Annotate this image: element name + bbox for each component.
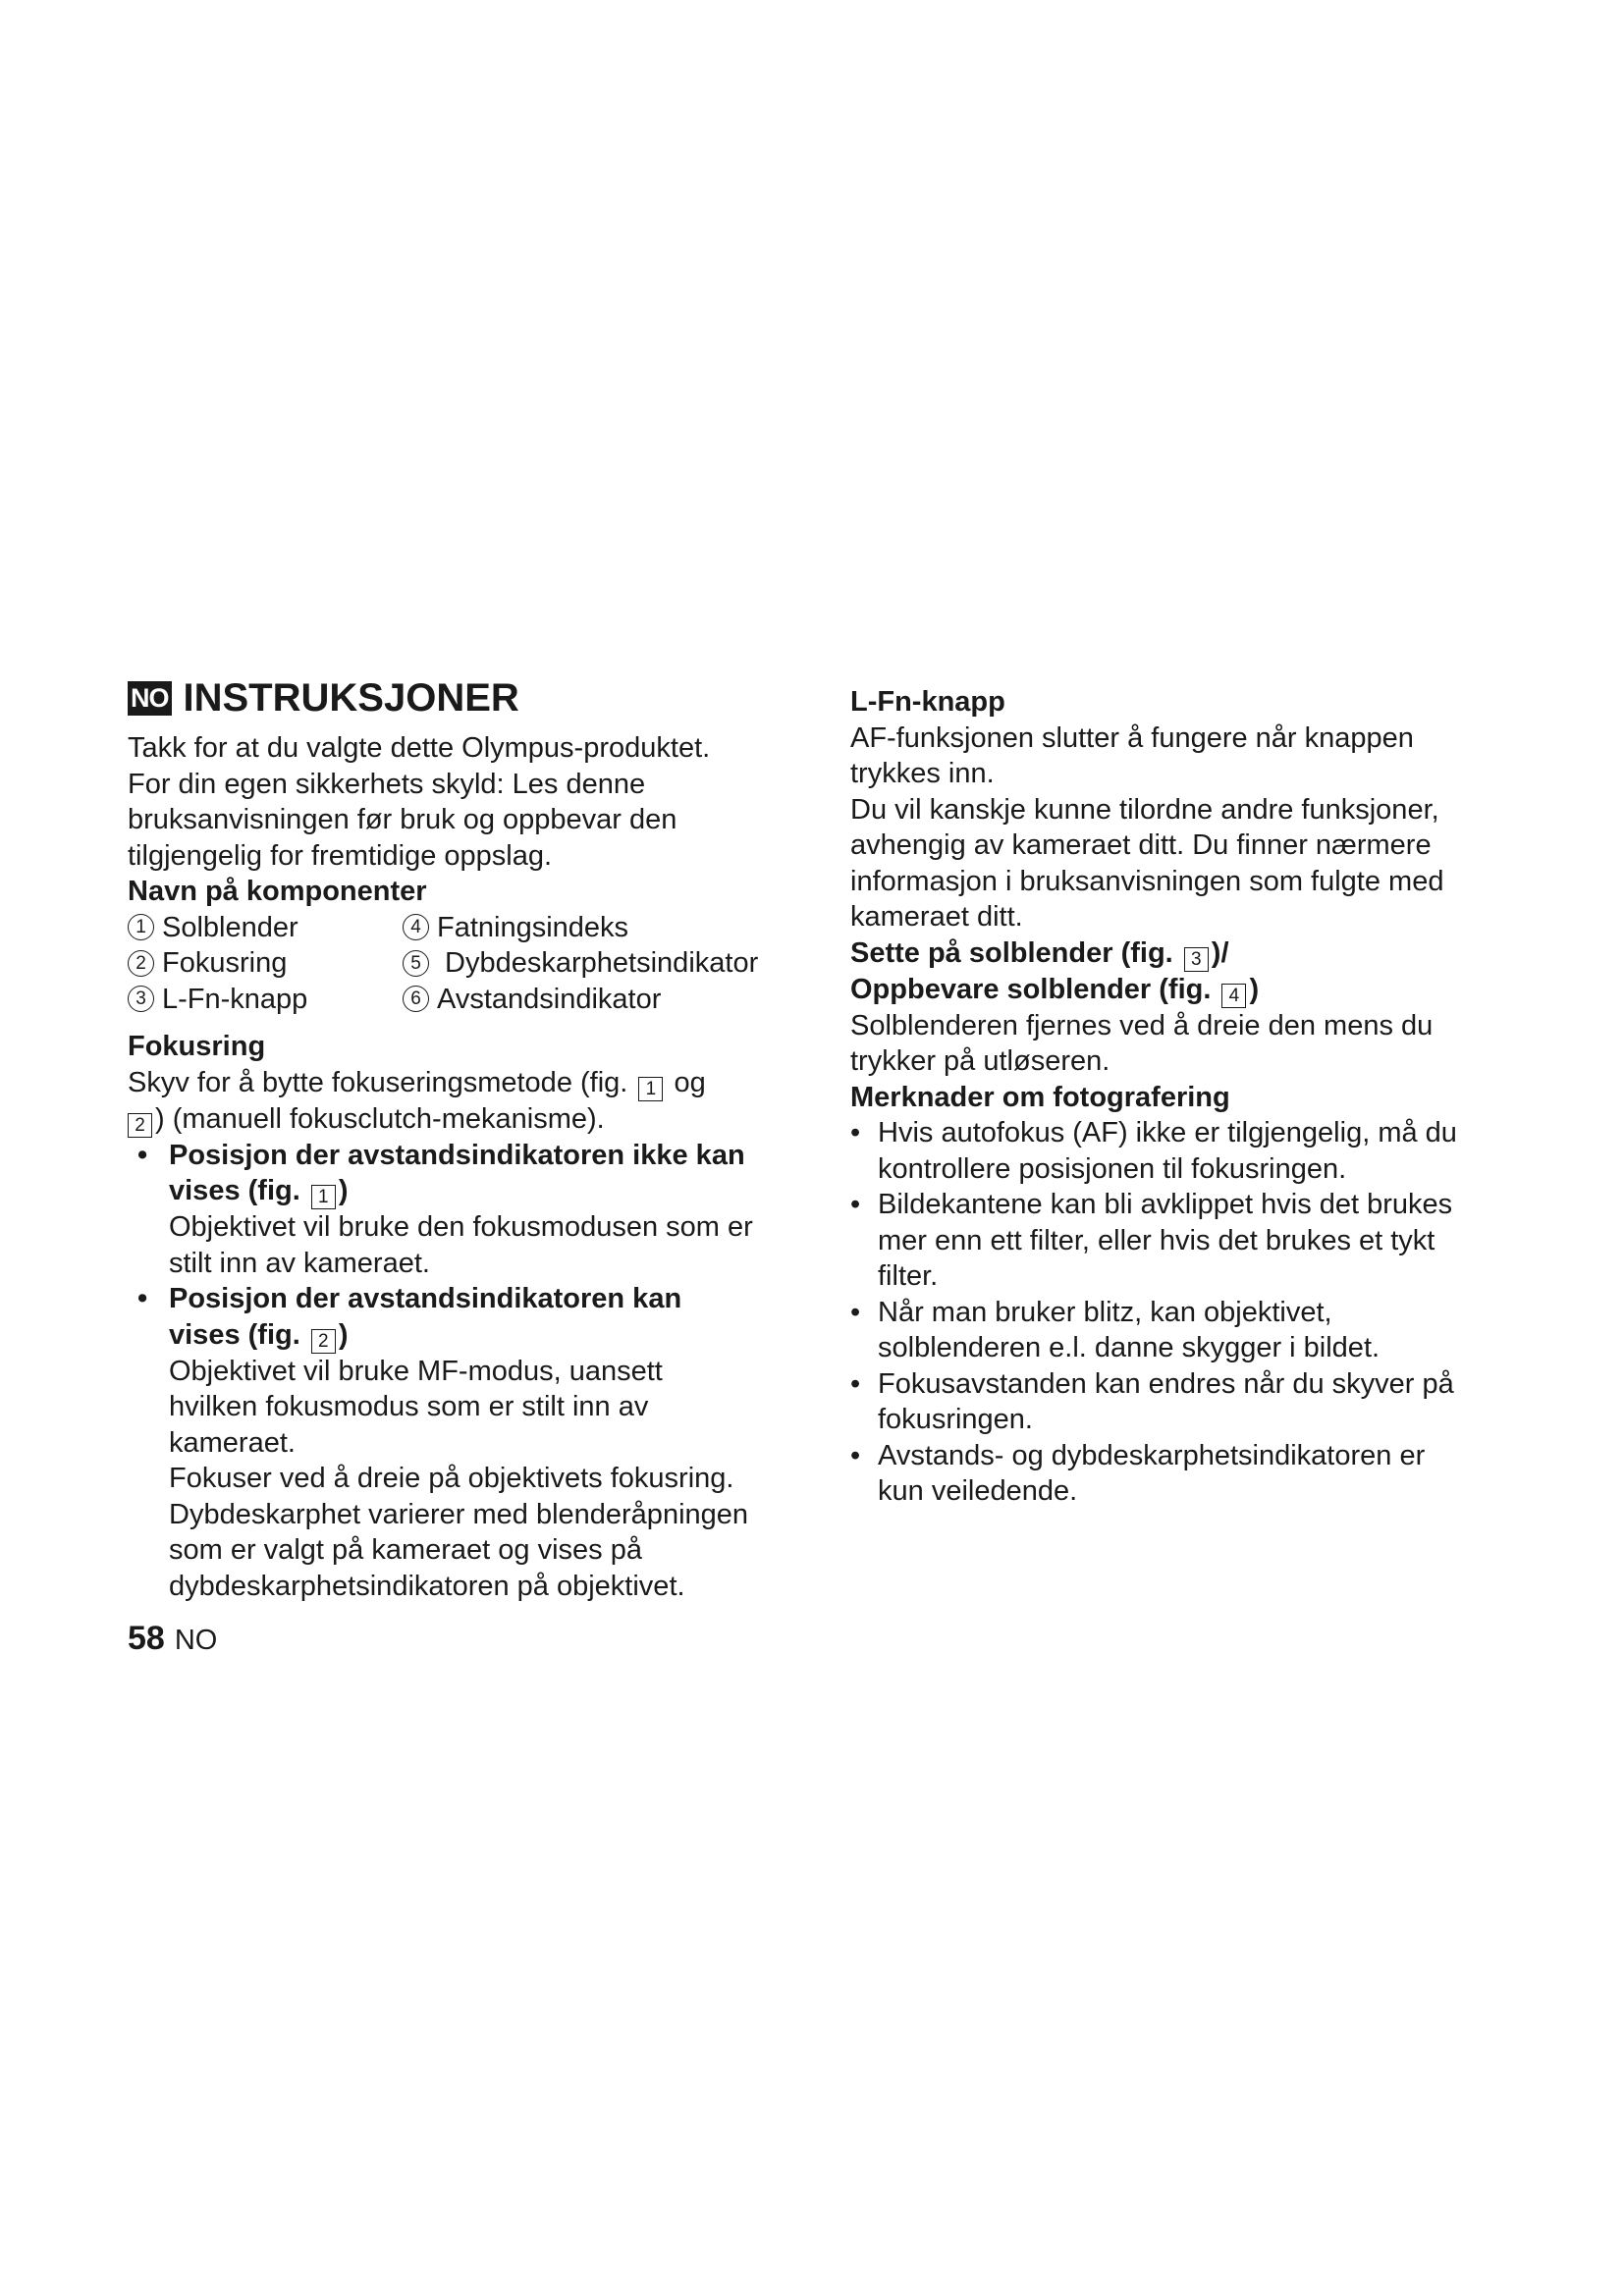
circled-number-icon: 1 [128,914,154,940]
list-item: • Hvis autofokus (AF) ikke er tilgjengelig, må du kontrollere posisjonen til fokusringen. [850,1115,1518,1187]
fokusring-line: Skyv for å bytte fokuseringsmetode (fig. 1 og [128,1066,706,1099]
fokusring-bullet [128,1281,805,1604]
circled-number-icon: 2 [128,950,154,977]
intro-line: Takk for at du valgte dette Olympus-produktet. [128,732,711,764]
fokusring-line: 2 ) (manuell fokusclutch-mekanisme). [128,1101,805,1138]
component-item [403,910,805,946]
component-label: Avstandsindikator [437,983,662,1015]
component-label: Solblender [162,911,298,943]
intro-line: tilgjengelig for fremtidige oppslag. [128,839,553,872]
intro-paragraph [128,730,805,874]
language-badge: NO [128,681,172,716]
figure-ref-icon: 4 [1221,984,1246,1008]
intro-line: bruksanvisningen før bruk og oppbevar den [128,804,677,835]
circled-number-icon: 5 [403,950,429,977]
component-item [128,945,403,982]
bullet-body: Objektivet vil bruke MF-modus, uansett hvilken fokusmodus som er stilt inn av kameraet. Fokuser ved å dreie på objektivets fokusring. Dybdeskarphet varierer med blenderåpningen som er valgt på kameraet og vises på dybdeskarphetsindikatoren på objektivet. [169,1355,749,1602]
components-heading: Navn på komponenter [128,876,427,907]
bullet-icon: • [850,1367,861,1400]
lfn-heading: L-Fn-knapp [850,686,1005,718]
component-label: Fatningsindeks [437,911,629,943]
page-title-text: INSTRUKSJONER [183,676,519,720]
bullet-icon: • [850,1296,861,1328]
page-footer [128,1620,217,1658]
list-item: • Avstands- og dybdeskarphetsindikatoren er kun veiledende. [850,1438,1518,1510]
circled-number-icon: 3 [128,986,154,1012]
list-item: • Bildekantene kan bli avklippet hvis det brukes mer enn ett filter, eller hvis det brukes et tykt filter. [850,1187,1518,1295]
bullet-title: Posisjon der avstandsindikatoren kan vises (fig. 2 ) [169,1283,682,1352]
lfn-paragraph: AF-funksjonen slutter å fungere når knappen trykkes inn. Du vil kanskje kunne tilordne andre funksjoner, avhengig av kameraet ditt. Du finner nærmere informasjon i bruksanvisningen som fulgte med kameraet ditt. [850,721,1444,933]
left-column [128,673,805,1604]
circled-number-icon: 6 [403,986,429,1012]
bullet-icon: • [137,1139,148,1171]
notes-heading: Merknader om fotografering [850,1081,1230,1113]
component-item [403,982,805,1018]
bullet-icon: • [850,1189,861,1220]
figure-ref-icon: 2 [311,1329,336,1354]
components-list [128,910,805,1018]
solblender-heading: Sette på solblender (fig. 3 )/ Oppbevare solblender (fig. 4 ) [850,936,1260,1006]
figure-ref-icon: 2 [128,1113,152,1138]
footer-lang: NO [174,1625,218,1656]
figure-ref-icon: 1 [638,1077,663,1101]
right-column [850,684,1518,1510]
intro-line: For din egen sikkerhets skyld: Les denne [128,768,646,800]
bullet-body: Objektivet vil bruke den fokusmodusen som er stilt inn av kameraet. [169,1211,753,1279]
component-label: Dybdeskarphetsindikator [437,947,759,979]
solblender-paragraph: Solblenderen fjernes ved å dreie den mens du trykker på utløseren. [850,1009,1434,1077]
notes-list [850,1115,1518,1510]
fokusring-bullet [128,1138,805,1282]
list-item: • Når man bruker blitz, kan objektivet, solblenderen e.l. danne skygger i bildet. [850,1295,1518,1366]
component-item [128,910,403,946]
fokusring-paragraph [128,1065,805,1138]
bullet-icon: • [137,1283,148,1314]
fokusring-heading: Fokusring [128,1031,266,1062]
bullet-icon: • [850,1439,861,1471]
bullet-title: Posisjon der avstandsindikatoren ikke kan vises (fig. 1 ) [169,1139,745,1207]
bullet-icon: • [850,1117,861,1148]
component-label: L-Fn-knapp [162,983,308,1015]
component-item [403,945,805,982]
figure-ref-icon: 1 [311,1185,336,1209]
component-label: Fokusring [162,947,288,979]
component-item [128,982,403,1018]
page-number: 58 [128,1620,165,1657]
page-title [128,673,805,722]
list-item: • Fokusavstanden kan endres når du skyver på fokusringen. [850,1366,1518,1438]
circled-number-icon: 4 [403,914,429,940]
figure-ref-icon: 3 [1184,947,1209,972]
